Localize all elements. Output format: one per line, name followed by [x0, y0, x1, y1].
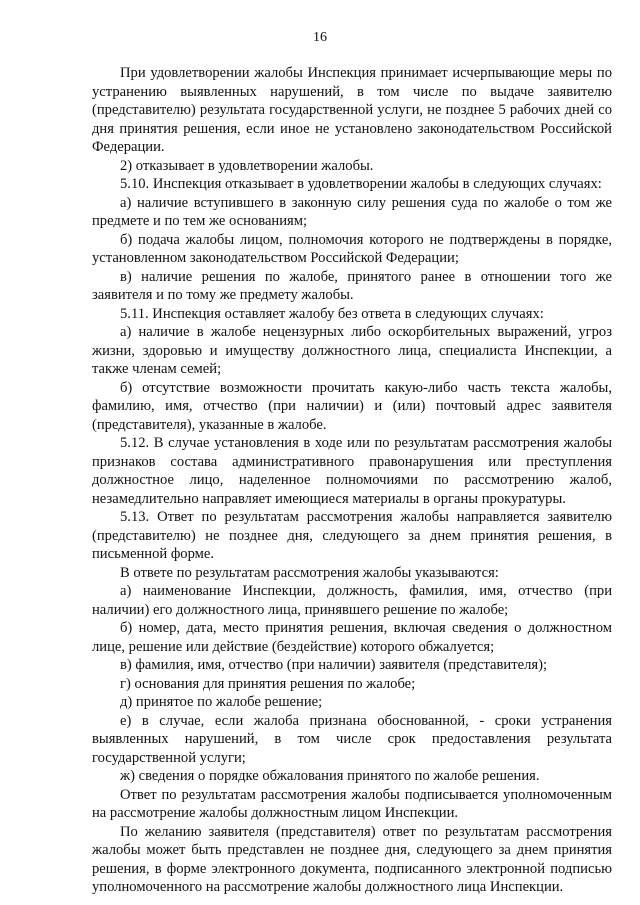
paragraph: б) подача жалобы лицом, полномочия которого не подтверждены в порядке, установленном законодательством Российской Федерации;: [92, 231, 612, 266]
paragraph: б) отсутствие возможности прочитать какую-либо часть текста жалобы, фамилию, имя, отчество (при наличии) и (или) почтовый адрес заявителя (представителя), указанные в жалобе.: [92, 379, 612, 433]
document-body: [92, 64, 612, 897]
page-number: 16: [313, 30, 327, 45]
paragraph: в) фамилия, имя, отчество (при наличии) заявителя (представителя);: [120, 657, 547, 673]
paragraph: а) наименование Инспекции, должность, фамилия, имя, отчество (при наличии) его должностного лица, принявшего решение по жалобе;: [92, 583, 612, 618]
paragraph: 2) отказывает в удовлетворении жалобы.: [120, 157, 374, 174]
paragraph: 5.11. Инспекция оставляет жалобу без ответа в следующих случаях:: [120, 305, 544, 322]
paragraph: Ответ по результатам рассмотрения жалобы подписывается уполномоченным на рассмотрение жалобы должностным лицом Инспекции.: [92, 786, 612, 821]
paragraph: 5.12. В случае установления в ходе или по результатам рассмотрения жалобы признаков состава административного правонарушения или преступления должностное лицо, наделенное полномочиями по рассмотрению жалоб, незамедлительно направляет имеющиеся материалы в органы прокуратуры.: [92, 435, 612, 507]
paragraph: в) наличие решения по жалобе, принятого ранее в отношении того же заявителя и по тому же предмету жалобы.: [92, 268, 612, 303]
paragraph: ж) сведения о порядке обжалования принятого по жалобе решения.: [120, 768, 540, 784]
paragraph: д) принятое по жалобе решение;: [120, 694, 323, 710]
paragraph: г) основания для принятия решения по жалобе;: [120, 675, 416, 692]
paragraph: а) наличие вступившего в законную силу решения суда по жалобе о том же предмете и по тем же основаниям;: [92, 194, 612, 229]
paragraph: 5.10. Инспекция отказывает в удовлетворении жалобы в следующих случаях:: [120, 176, 602, 192]
paragraph: б) номер, дата, место принятия решения, включая сведения о должностном лице, решение или действие (бездействие) которого обжалуется;: [92, 620, 612, 655]
paragraph: е) в случае, если жалоба признана обоснованной, - сроки устранения выявленных нарушений, в том числе срок предоставления результата государственной услуги;: [92, 712, 612, 766]
paragraph: При удовлетворении жалобы Инспекция принимает исчерпывающие меры по устранению выявленных нарушений, в том числе по выдаче заявителю (представителю) результата государственной услуги, не позднее 5 рабочих дней со дня принятия решения, если иное не установлено законодательством Российской Федерации.: [92, 65, 612, 155]
paragraph: По желанию заявителя (представителя) ответ по результатам рассмотрения жалобы может быть представлен не позднее дня, следующего за днем принятия решения, в форме электронного документа, подписанного электронной подписью уполномоченного на рассмотрение жалобы должностного лица Инспекции.: [92, 823, 612, 895]
paragraph: 5.13. Ответ по результатам рассмотрения жалобы направляется заявителю (представителю) не позднее дня, следующего за днем принятия решения, в письменной форме.: [92, 509, 612, 562]
paragraph: а) наличие в жалобе нецензурных либо оскорбительных выражений, угроз жизни, здоровью и имуществу должностного лица, специалиста Инспекции, а также членам семей;: [92, 324, 612, 377]
paragraph: В ответе по результатам рассмотрения жалобы указываются:: [120, 564, 499, 581]
